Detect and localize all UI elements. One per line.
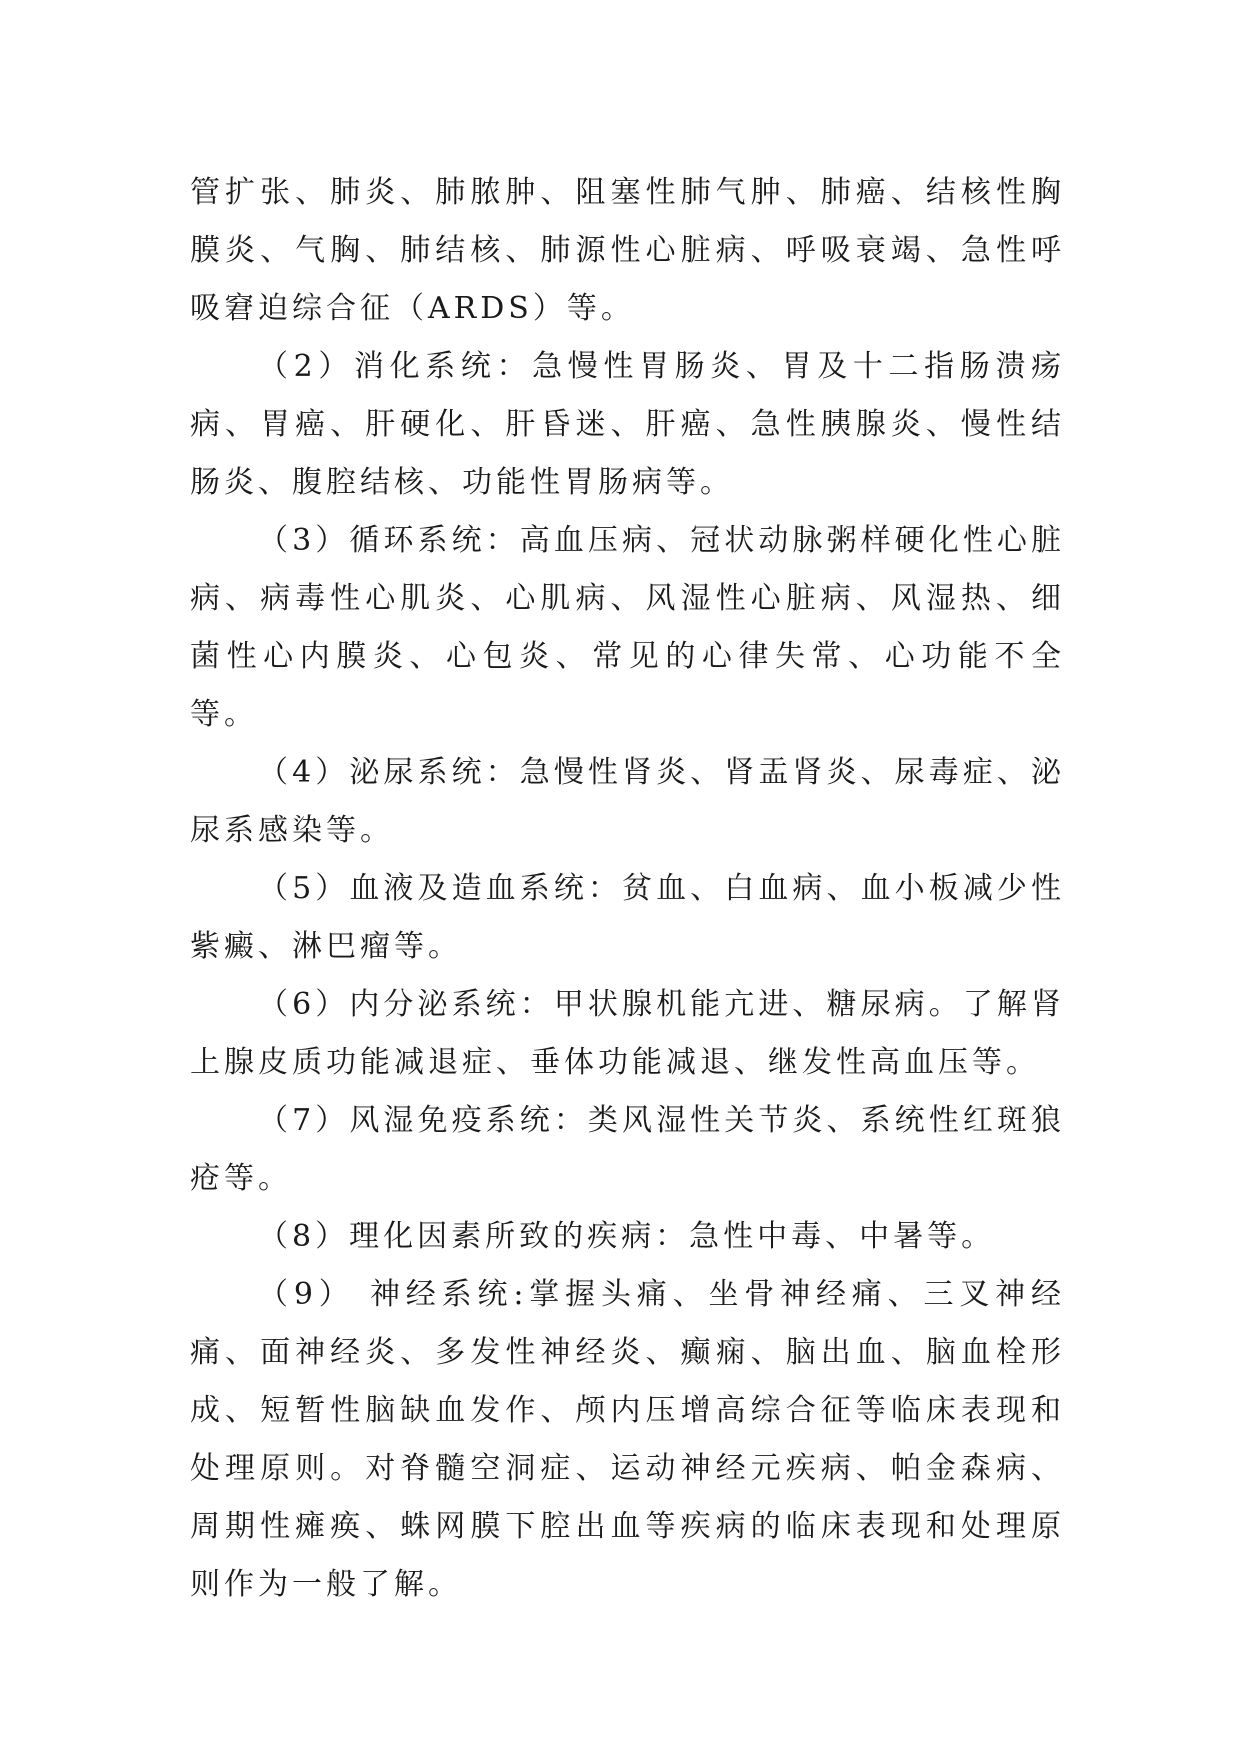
document-body bbox=[190, 164, 1065, 1614]
paragraph-respiratory-continued: 管扩张、肺炎、肺脓肿、阻塞性肺气肿、肺癌、结核性胸膜炎、气胸、肺结核、肺源性心脏病、呼吸衰竭、急性呼吸窘迫综合征（ARDS）等。 bbox=[190, 175, 1065, 326]
paragraph-circulatory-system: （3）循环系统：高血压病、冠状动脉粥样硬化性心脏病、病毒性心肌炎、心肌病、风湿性心脏病、风湿热、细菌性心内膜炎、心包炎、常见的心律失常、心功能不全等。 bbox=[190, 523, 1065, 732]
paragraph-physicochemical-diseases: （8）理化因素所致的疾病：急性中毒、中暑等。 bbox=[258, 1219, 996, 1254]
paragraph-digestive-system: （2）消化系统：急慢性胃肠炎、胃及十二指肠溃疡病、胃癌、肝硬化、肝昏迷、肝癌、急性胰腺炎、慢性结肠炎、腹腔结核、功能性胃肠病等。 bbox=[190, 349, 1065, 500]
paragraph-blood-system: （5）血液及造血系统：贫血、白血病、血小板减少性紫癜、淋巴瘤等。 bbox=[190, 871, 1065, 964]
paragraph-rheumatic-immune-system: （7）风湿免疫系统：类风湿性关节炎、系统性红斑狼疮等。 bbox=[190, 1103, 1065, 1196]
paragraph-nervous-system: （9） 神经系统:掌握头痛、坐骨神经痛、三叉神经痛、面神经炎、多发性神经炎、癫痫、脑出血、脑血栓形成、短暂性脑缺血发作、颅内压增高综合征等临床表现和处理原则。对脊髓空洞症、运动神经元疾病、帕金森病、周期性瘫痪、蛛网膜下腔出血等疾病的临床表现和处理原则作为一般了解。 bbox=[190, 1277, 1065, 1602]
paragraph-urinary-system: （4）泌尿系统：急慢性肾炎、肾盂肾炎、尿毒症、泌尿系感染等。 bbox=[190, 755, 1065, 848]
paragraph-endocrine-system: （6）内分泌系统：甲状腺机能亢进、糖尿病。了解肾上腺皮质功能减退症、垂体功能减退、继发性高血压等。 bbox=[190, 987, 1065, 1080]
